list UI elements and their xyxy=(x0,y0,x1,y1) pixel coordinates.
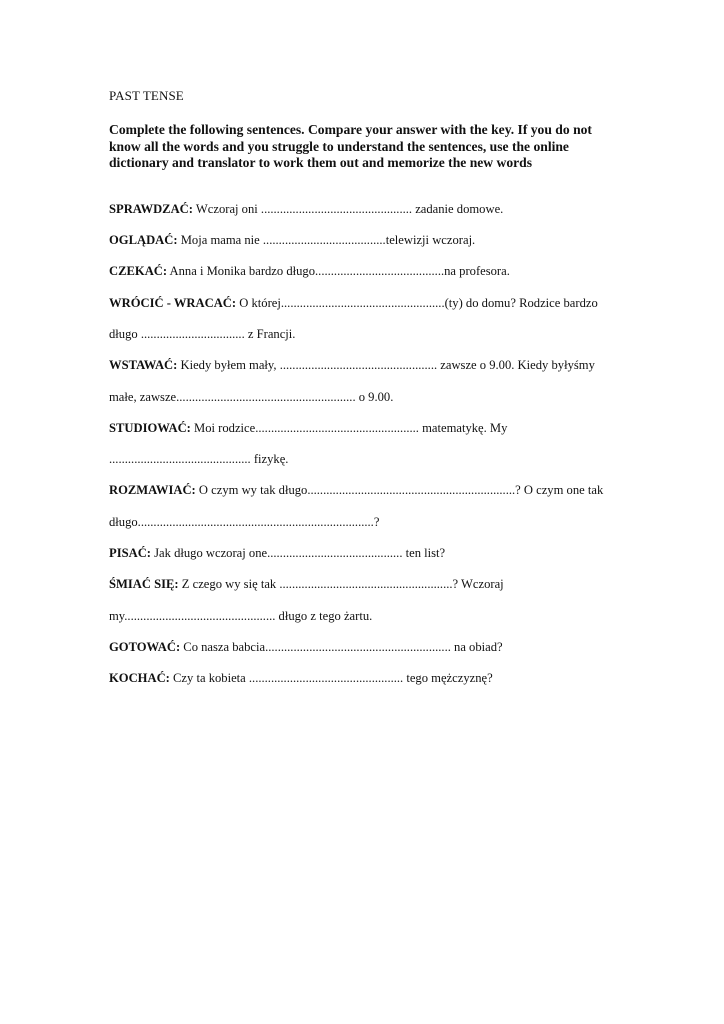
exercise-verb: SPRAWDZAĆ: xyxy=(109,201,193,216)
exercise-sentence: długo ................................. z Francji. xyxy=(109,326,296,341)
exercise-line xyxy=(109,639,609,655)
exercise-verb: WRÓCIĆ - WRACAĆ: xyxy=(109,295,237,310)
exercise-sentence: O czym wy tak długo..................................................................? O czym one tak xyxy=(195,483,604,498)
exercise-verb: GOTOWAĆ: xyxy=(109,639,181,654)
exercise-line xyxy=(109,482,609,498)
exercise-verb: KOCHAĆ: xyxy=(109,671,170,686)
exercise-continuation-line xyxy=(109,451,609,467)
worksheet-page xyxy=(109,88,609,702)
exercise-line xyxy=(109,357,609,373)
exercise-sentence: Z czego wy się tak .......................................................? Wczoraj xyxy=(178,577,504,592)
exercise-sentence: długo...........................................................................? xyxy=(109,514,380,529)
exercise-verb: CZEKAĆ: xyxy=(109,264,168,279)
exercise-continuation-line xyxy=(109,326,609,342)
exercise-line xyxy=(109,295,609,311)
exercise-sentence: Kiedy byłem mały, .................................................. zawsze o 9.00. Kiedy byłyśmy xyxy=(177,358,595,373)
exercise-line xyxy=(109,576,609,592)
exercise-sentence: Jak długo wczoraj one........................................... ten list? xyxy=(150,546,446,561)
exercise-verb: ŚMIAĆ SIĘ: xyxy=(109,577,179,592)
exercise-sentence: Anna i Monika bardzo długo.........................................na profesora. xyxy=(167,264,510,279)
exercise-sentence: ............................................. fizykę. xyxy=(109,452,289,467)
exercise-verb: OGLĄDAĆ: xyxy=(109,233,178,248)
exercise-verb: WSTAWAĆ: xyxy=(109,358,178,373)
exercise-sentence: Moi rodzice.................................................... matematykę. My xyxy=(190,420,508,435)
exercise-verb: ROZMAWIAĆ: xyxy=(109,483,196,498)
exercise-sentence: O której....................................................(ty) do domu? Rodzice bardzo xyxy=(236,295,598,310)
exercise-sentence: Czy ta kobieta ................................................. tego mężczyznę? xyxy=(169,671,493,686)
exercise-sentence: Moja mama nie .......................................telewizji wczoraj. xyxy=(177,233,476,248)
page-title: PAST TENSE xyxy=(109,88,184,103)
instructions-paragraph: Complete the following sentences. Compare your answer with the key. If you do not know all the words and you struggle to understand the sentences, use the online dictionary and translator to work them out and memorize the new words xyxy=(109,122,592,171)
exercise-verb: STUDIOWAĆ: xyxy=(109,420,191,435)
exercise-sentence: my................................................ długo z tego żartu. xyxy=(109,608,373,623)
exercise-sentence: Co nasza babcia........................................................... na obiad? xyxy=(180,639,503,654)
exercise-continuation-line xyxy=(109,514,609,530)
exercise-line xyxy=(109,670,609,686)
exercise-line xyxy=(109,232,609,248)
exercise-sentence: małe, zawsze......................................................... o 9.00. xyxy=(109,389,394,404)
exercise-verb: PISAĆ: xyxy=(109,546,151,561)
exercise-line xyxy=(109,545,609,561)
exercise-line xyxy=(109,201,609,217)
exercise-line xyxy=(109,420,609,436)
exercise-continuation-line xyxy=(109,389,609,405)
exercise-sentence: Wczoraj oni ................................................ zadanie domowe. xyxy=(192,201,504,216)
exercise-list xyxy=(109,201,609,686)
exercise-continuation-line xyxy=(109,608,609,624)
exercise-line xyxy=(109,263,609,279)
